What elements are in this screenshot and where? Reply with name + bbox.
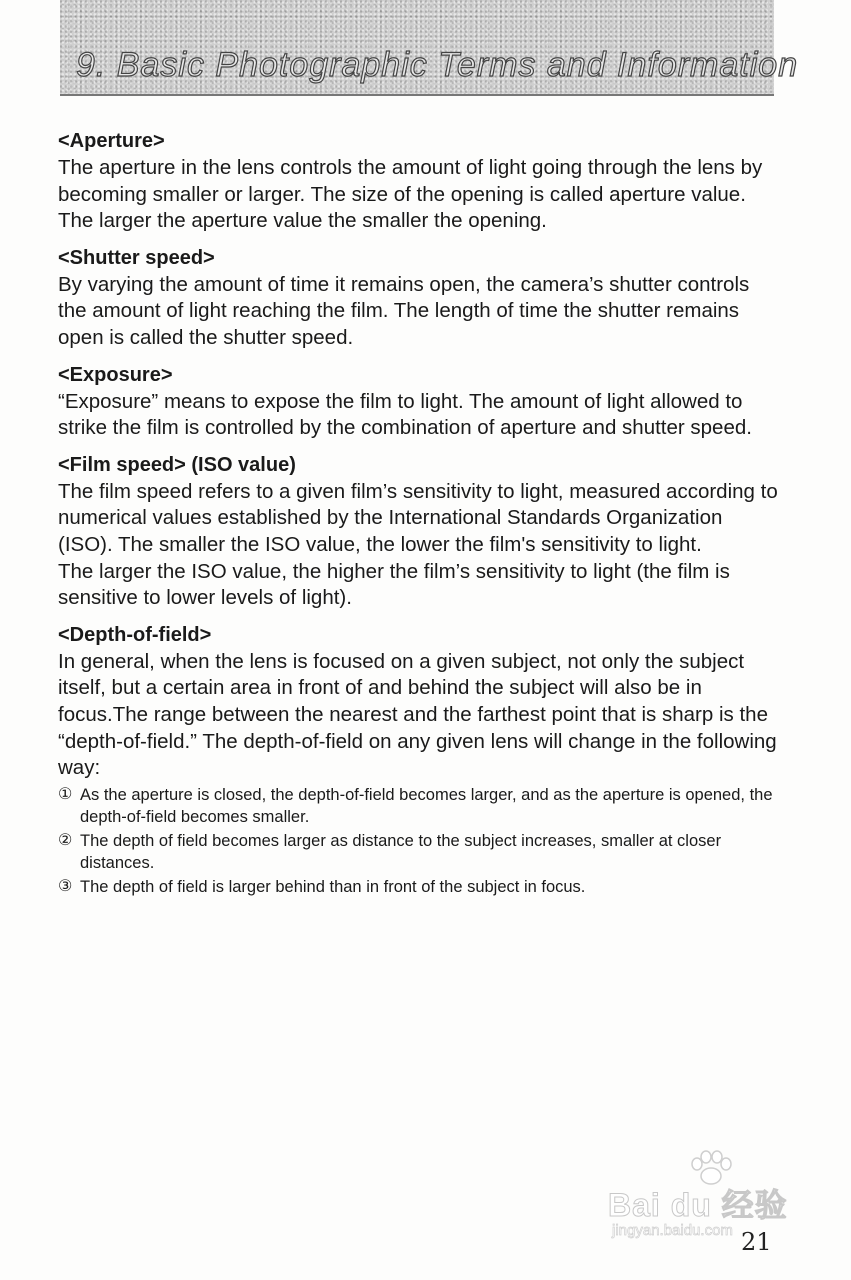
section-heading: <Exposure> — [58, 363, 173, 386]
list-item — [58, 784, 778, 828]
list-item — [58, 876, 778, 898]
list-marker: ① — [58, 785, 73, 803]
chapter-banner — [60, 0, 799, 96]
list-marker: ② — [58, 831, 73, 849]
list-item-text: The depth of field is larger behind than in front of the subject in focus. — [80, 877, 586, 896]
section-heading: <Film speed> (ISO value) — [58, 453, 296, 476]
section-paragraph: The larger the ISO value, the higher the film’s sensitivity to light (the film is sensitive to lower levels of light). — [58, 559, 730, 610]
page-number: 21 — [741, 1228, 772, 1256]
section-paragraph: The aperture in the lens controls the amount of light going through the lens by becoming smaller or larger. The size of the opening is called aperture value. The larger the aperture value the smaller the opening. — [58, 156, 763, 233]
section-paragraph: The film speed refers to a given film’s sensitivity to light, measured according to numerical values established by the International Standards Organization (ISO). The smaller the ISO value, the lower the film's sensitivity to light. — [58, 479, 778, 556]
watermark-logo: Bai du 经验 — [608, 1187, 788, 1223]
section-shutter-speed — [58, 245, 778, 352]
list-marker: ③ — [58, 877, 73, 895]
main-content — [58, 128, 778, 908]
section-paragraph: In general, when the lens is focused on a given subject, not only the subject itself, but a certain area in front of and behind the subject will also be in focus.The range between the nearest and the farthest point that is sharp is the “depth-of-field.” The depth-of-field on any given lens will change in the following way: — [58, 649, 777, 780]
section-heading: <Shutter speed> — [58, 246, 215, 269]
list-item-text: The depth of field becomes larger as distance to the subject increases, smaller at closer distances. — [80, 831, 722, 872]
section-depth-of-field — [58, 622, 778, 898]
list-item-text: As the aperture is closed, the depth-of-field becomes larger, and as the aperture is opened, the depth-of-field becomes smaller. — [80, 785, 773, 826]
section-paragraph: By varying the amount of time it remains open, the camera’s shutter controls the amount of light reaching the film. The length of time the shutter remains open is called the shutter speed. — [58, 272, 750, 349]
section-film-speed — [58, 452, 778, 612]
depth-of-field-list — [58, 784, 778, 898]
section-aperture — [58, 128, 778, 235]
section-paragraph: “Exposure” means to expose the film to light. The amount of light allowed to strike the film is controlled by the combination of aperture and shutter speed. — [58, 389, 752, 440]
watermark-url: jingyan.baidu.com — [612, 1222, 733, 1239]
section-heading: <Depth-of-field> — [58, 623, 212, 646]
section-heading: <Aperture> — [58, 130, 165, 152]
list-item — [58, 830, 778, 874]
section-exposure — [58, 362, 778, 442]
chapter-title: 9. Basic Photographic Terms and Information — [76, 46, 799, 84]
